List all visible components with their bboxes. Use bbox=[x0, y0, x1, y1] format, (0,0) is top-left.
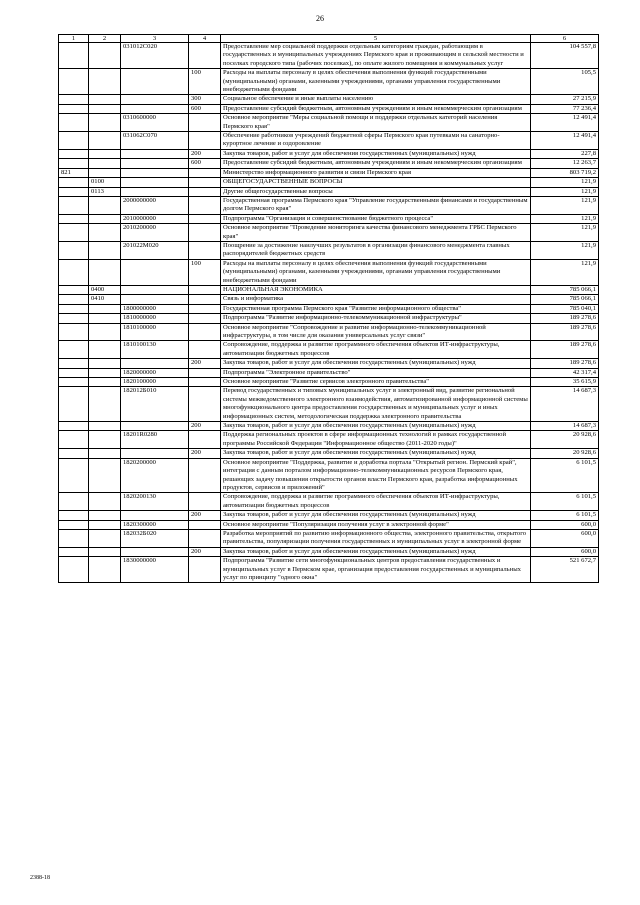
cell-amount: 27 215,9 bbox=[531, 95, 599, 104]
cell-expense-type bbox=[189, 493, 221, 511]
cell-target-article: 031062С070 bbox=[121, 132, 189, 150]
cell-expense-type: 600 bbox=[189, 159, 221, 168]
header-cell: 4 bbox=[189, 35, 221, 43]
cell-description: Сопровождение, поддержка и развитие программного обеспечения объектов ИТ-инфраструктуры, автоматизации бюджетных процессов bbox=[221, 341, 531, 359]
budget-table bbox=[58, 34, 599, 583]
cell-target-article: 2010000000 bbox=[121, 214, 189, 223]
cell-expense-type bbox=[189, 304, 221, 313]
cell-admin-code bbox=[59, 378, 89, 387]
cell-target-article: 1820000000 bbox=[121, 368, 189, 377]
cell-amount: 121,9 bbox=[531, 241, 599, 259]
cell-admin-code bbox=[59, 259, 89, 285]
cell-admin-code bbox=[59, 104, 89, 113]
table-row bbox=[59, 547, 599, 556]
cell-description: Предоставление субсидий бюджетным, автономным учреждениям и иным некоммерческим организациям bbox=[221, 104, 531, 113]
table-row bbox=[59, 187, 599, 196]
cell-amount: 121,9 bbox=[531, 259, 599, 285]
cell-section-code: 0400 bbox=[89, 285, 121, 294]
cell-admin-code bbox=[59, 529, 89, 547]
cell-target-article bbox=[121, 178, 189, 187]
cell-description: Основное мероприятие "Проведение мониторинга качества финансового менеджмента ГРБС Пермского края" bbox=[221, 224, 531, 242]
cell-description: Поощрение за достижение наилучших результатов в организации финансового менеджмента главных распорядителей бюджетных средств bbox=[221, 241, 531, 259]
cell-section-code bbox=[89, 159, 121, 168]
cell-target-article bbox=[121, 359, 189, 368]
cell-amount: 189 278,6 bbox=[531, 341, 599, 359]
cell-description: Расходы на выплаты персоналу в целях обеспечения выполнения функций государственными (муниципальными) органами, казенными учреждениями, органами управления государственными внебюджетными фондами bbox=[221, 259, 531, 285]
cell-expense-type bbox=[189, 387, 221, 422]
header-cell: 3 bbox=[121, 35, 189, 43]
cell-amount: 14 687,3 bbox=[531, 387, 599, 422]
cell-admin-code bbox=[59, 214, 89, 223]
cell-expense-type bbox=[189, 323, 221, 341]
cell-description: Подпрограмма "Развитие информационно-телекоммуникационной инфраструктуры" bbox=[221, 314, 531, 323]
cell-description: Закупка товаров, работ и услуг для обеспечения государственных (муниципальных) нужд bbox=[221, 511, 531, 520]
table-row bbox=[59, 511, 599, 520]
cell-amount: 121,9 bbox=[531, 187, 599, 196]
cell-admin-code bbox=[59, 178, 89, 187]
table-row bbox=[59, 431, 599, 449]
cell-section-code bbox=[89, 104, 121, 113]
table-row bbox=[59, 196, 599, 214]
cell-target-article bbox=[121, 449, 189, 458]
cell-amount: 189 278,6 bbox=[531, 359, 599, 368]
cell-section-code bbox=[89, 458, 121, 493]
table-row bbox=[59, 378, 599, 387]
cell-admin-code bbox=[59, 359, 89, 368]
table-row bbox=[59, 43, 599, 69]
cell-expense-type bbox=[189, 368, 221, 377]
cell-expense-type bbox=[189, 431, 221, 449]
cell-section-code bbox=[89, 431, 121, 449]
cell-description: Связь и информатика bbox=[221, 295, 531, 304]
cell-expense-type: 200 bbox=[189, 422, 221, 431]
table-row bbox=[59, 359, 599, 368]
table-row bbox=[59, 341, 599, 359]
cell-description: Государственная программа Пермского края "Развитие информационного общества" bbox=[221, 304, 531, 313]
table-row bbox=[59, 387, 599, 422]
cell-amount: 105,5 bbox=[531, 69, 599, 95]
cell-amount: 600,0 bbox=[531, 520, 599, 529]
cell-admin-code bbox=[59, 187, 89, 196]
cell-description: Основное мероприятие "Сопровождение и развитие информационно-телекоммуникационной инфраструктуры, в том числе для оказания универсальных услуг связи" bbox=[221, 323, 531, 341]
cell-admin-code bbox=[59, 295, 89, 304]
cell-admin-code bbox=[59, 520, 89, 529]
table-row bbox=[59, 285, 599, 294]
table-row bbox=[59, 69, 599, 95]
cell-section-code bbox=[89, 114, 121, 132]
cell-target-article bbox=[121, 547, 189, 556]
cell-admin-code bbox=[59, 196, 89, 214]
cell-amount: 600,0 bbox=[531, 529, 599, 547]
cell-admin-code bbox=[59, 458, 89, 493]
cell-target-article bbox=[121, 187, 189, 196]
cell-description: Поддержка региональных проектов в сфере информационных технологий в рамках государственной программы Российской Федерации "Информационное общество (2011-2020 годы)" bbox=[221, 431, 531, 449]
cell-section-code bbox=[89, 520, 121, 529]
cell-description: Обеспечение работников учреждений бюджетной сферы Пермского края путевками на санаторно-курортное лечение и оздоровление bbox=[221, 132, 531, 150]
cell-target-article: 1810100130 bbox=[121, 341, 189, 359]
cell-admin-code bbox=[59, 159, 89, 168]
table-row bbox=[59, 132, 599, 150]
cell-target-article: 031012С020 bbox=[121, 43, 189, 69]
cell-admin-code bbox=[59, 368, 89, 377]
footer-code: 2388-18 bbox=[30, 875, 50, 881]
header-cell: 1 bbox=[59, 35, 89, 43]
table-row bbox=[59, 259, 599, 285]
cell-expense-type: 200 bbox=[189, 547, 221, 556]
cell-section-code bbox=[89, 359, 121, 368]
cell-expense-type bbox=[189, 341, 221, 359]
cell-expense-type: 200 bbox=[189, 449, 221, 458]
cell-amount: 35 615,9 bbox=[531, 378, 599, 387]
cell-description: НАЦИОНАЛЬНАЯ ЭКОНОМИКА bbox=[221, 285, 531, 294]
cell-admin-code bbox=[59, 43, 89, 69]
table-row bbox=[59, 520, 599, 529]
cell-admin-code bbox=[59, 241, 89, 259]
table-row bbox=[59, 529, 599, 547]
cell-section-code bbox=[89, 168, 121, 177]
cell-target-article: 1810100000 bbox=[121, 323, 189, 341]
cell-expense-type: 200 bbox=[189, 511, 221, 520]
cell-section-code bbox=[89, 529, 121, 547]
cell-section-code bbox=[89, 259, 121, 285]
table-row bbox=[59, 323, 599, 341]
header-cell: 6 bbox=[531, 35, 599, 43]
cell-expense-type bbox=[189, 520, 221, 529]
cell-section-code bbox=[89, 132, 121, 150]
cell-amount: 521 672,7 bbox=[531, 557, 599, 583]
cell-description: Расходы на выплаты персоналу в целях обеспечения выполнения функций государственными (муниципальными) органами, казенными учреждениями, органами управления государственными внебюджетными фондами bbox=[221, 69, 531, 95]
cell-expense-type: 200 bbox=[189, 359, 221, 368]
cell-amount: 189 278,6 bbox=[531, 314, 599, 323]
cell-expense-type bbox=[189, 224, 221, 242]
cell-admin-code: 821 bbox=[59, 168, 89, 177]
cell-description: Основное мероприятие "Популяризация получения услуг в электронной форме" bbox=[221, 520, 531, 529]
cell-amount: 12 263,7 bbox=[531, 159, 599, 168]
cell-description: Социальное обеспечение и иные выплаты населению bbox=[221, 95, 531, 104]
cell-expense-type: 100 bbox=[189, 259, 221, 285]
cell-expense-type: 600 bbox=[189, 104, 221, 113]
cell-target-article bbox=[121, 259, 189, 285]
cell-section-code bbox=[89, 341, 121, 359]
table-row bbox=[59, 241, 599, 259]
cell-section-code bbox=[89, 304, 121, 313]
cell-target-article: 182012Б010 bbox=[121, 387, 189, 422]
cell-description: Другие общегосударственные вопросы bbox=[221, 187, 531, 196]
cell-description: Закупка товаров, работ и услуг для обеспечения государственных (муниципальных) нужд bbox=[221, 359, 531, 368]
cell-admin-code bbox=[59, 449, 89, 458]
table-header-row bbox=[59, 35, 599, 43]
table-row bbox=[59, 178, 599, 187]
cell-admin-code bbox=[59, 341, 89, 359]
cell-section-code bbox=[89, 511, 121, 520]
cell-section-code bbox=[89, 368, 121, 377]
cell-amount: 121,9 bbox=[531, 214, 599, 223]
cell-amount: 12 491,4 bbox=[531, 132, 599, 150]
cell-target-article: 201022М020 bbox=[121, 241, 189, 259]
cell-amount: 227,8 bbox=[531, 149, 599, 158]
cell-target-article bbox=[121, 95, 189, 104]
table-row bbox=[59, 214, 599, 223]
cell-amount: 42 317,4 bbox=[531, 368, 599, 377]
cell-section-code bbox=[89, 43, 121, 69]
table-row bbox=[59, 95, 599, 104]
table-row bbox=[59, 449, 599, 458]
cell-expense-type bbox=[189, 178, 221, 187]
cell-admin-code bbox=[59, 95, 89, 104]
cell-target-article: 1820100000 bbox=[121, 378, 189, 387]
cell-amount: 189 278,6 bbox=[531, 323, 599, 341]
cell-target-article: 182032Б020 bbox=[121, 529, 189, 547]
cell-expense-type bbox=[189, 187, 221, 196]
page-number: 26 bbox=[316, 14, 324, 23]
cell-expense-type: 200 bbox=[189, 149, 221, 158]
table-row bbox=[59, 149, 599, 158]
cell-description: Подпрограмма "Развитие сети многофункциональных центров предоставления государственных и муниципальных услуг в Пермском крае, организация предоставления государственных и муниципальных услуг по принципу "одного окна" bbox=[221, 557, 531, 583]
cell-section-code bbox=[89, 196, 121, 214]
cell-description: Подпрограмма "Электронное правительство" bbox=[221, 368, 531, 377]
table-row bbox=[59, 314, 599, 323]
table-row bbox=[59, 557, 599, 583]
cell-section-code bbox=[89, 387, 121, 422]
cell-description: Основное мероприятие "Меры социальной помощи и поддержки отдельных категорий населения Пермского края" bbox=[221, 114, 531, 132]
cell-target-article bbox=[121, 295, 189, 304]
header-cell: 5 bbox=[221, 35, 531, 43]
cell-amount: 785 066,1 bbox=[531, 285, 599, 294]
cell-expense-type bbox=[189, 132, 221, 150]
cell-expense-type bbox=[189, 557, 221, 583]
cell-admin-code bbox=[59, 557, 89, 583]
table-row bbox=[59, 224, 599, 242]
cell-target-article: 1820200000 bbox=[121, 458, 189, 493]
cell-amount: 77 236,4 bbox=[531, 104, 599, 113]
cell-description: Министерство информационного развития и связи Пермского края bbox=[221, 168, 531, 177]
cell-amount: 14 687,3 bbox=[531, 422, 599, 431]
cell-section-code: 0113 bbox=[89, 187, 121, 196]
cell-expense-type bbox=[189, 458, 221, 493]
cell-target-article bbox=[121, 69, 189, 95]
cell-description: Государственная программа Пермского края "Управление государственными финансами и государственным долгом Пермского края" bbox=[221, 196, 531, 214]
cell-admin-code bbox=[59, 132, 89, 150]
table-row bbox=[59, 304, 599, 313]
cell-admin-code bbox=[59, 285, 89, 294]
cell-section-code bbox=[89, 149, 121, 158]
cell-admin-code bbox=[59, 323, 89, 341]
cell-target-article: 0310600000 bbox=[121, 114, 189, 132]
cell-section-code bbox=[89, 314, 121, 323]
cell-target-article: 2010200000 bbox=[121, 224, 189, 242]
cell-target-article bbox=[121, 511, 189, 520]
cell-description: Предоставление субсидий бюджетным, автономным учреждениям и иным некоммерческим организациям bbox=[221, 159, 531, 168]
table-row bbox=[59, 104, 599, 113]
cell-description: Закупка товаров, работ и услуг для обеспечения государственных (муниципальных) нужд bbox=[221, 422, 531, 431]
cell-description: Перевод государственных и типовых муниципальных услуг в электронный вид, развитие региональной системы межведомственного электронного взаимодействия, автоматизированной информационной системы многофункционального центра предоставления государственных и муниципальных услуг и иных информационных систем, методологическая поддержка электронного правительства bbox=[221, 387, 531, 422]
table-row bbox=[59, 458, 599, 493]
cell-expense-type bbox=[189, 43, 221, 69]
header-cell: 2 bbox=[89, 35, 121, 43]
cell-admin-code bbox=[59, 114, 89, 132]
cell-section-code bbox=[89, 95, 121, 104]
cell-target-article bbox=[121, 104, 189, 113]
cell-expense-type bbox=[189, 168, 221, 177]
cell-amount: 803 719,2 bbox=[531, 168, 599, 177]
table-row bbox=[59, 295, 599, 304]
cell-admin-code bbox=[59, 149, 89, 158]
cell-amount: 121,9 bbox=[531, 196, 599, 214]
table-row bbox=[59, 493, 599, 511]
cell-target-article: 1810000000 bbox=[121, 314, 189, 323]
cell-target-article bbox=[121, 285, 189, 294]
cell-expense-type bbox=[189, 114, 221, 132]
cell-target-article: 1820200130 bbox=[121, 493, 189, 511]
cell-expense-type bbox=[189, 196, 221, 214]
cell-expense-type: 100 bbox=[189, 69, 221, 95]
cell-admin-code bbox=[59, 387, 89, 422]
table-row bbox=[59, 422, 599, 431]
table-row bbox=[59, 368, 599, 377]
cell-section-code: 0410 bbox=[89, 295, 121, 304]
cell-admin-code bbox=[59, 431, 89, 449]
cell-section-code bbox=[89, 224, 121, 242]
cell-section-code bbox=[89, 422, 121, 431]
cell-description: Закупка товаров, работ и услуг для обеспечения государственных (муниципальных) нужд bbox=[221, 449, 531, 458]
cell-amount: 104 557,8 bbox=[531, 43, 599, 69]
cell-expense-type bbox=[189, 285, 221, 294]
cell-target-article: 18201R0280 bbox=[121, 431, 189, 449]
cell-target-article: 1830000000 bbox=[121, 557, 189, 583]
cell-admin-code bbox=[59, 547, 89, 556]
cell-amount: 600,0 bbox=[531, 547, 599, 556]
cell-target-article: 1800000000 bbox=[121, 304, 189, 313]
cell-expense-type: 300 bbox=[189, 95, 221, 104]
cell-section-code bbox=[89, 493, 121, 511]
cell-admin-code bbox=[59, 314, 89, 323]
cell-admin-code bbox=[59, 422, 89, 431]
cell-description: Основное мероприятие "Развитие сервисов электронного правительства" bbox=[221, 378, 531, 387]
cell-amount: 121,9 bbox=[531, 224, 599, 242]
cell-description: Разработка мероприятий по развитию информационного общества, электронного правительства, открытого правительства, популяризации получения государственных и муниципальных услуг в электронной форме bbox=[221, 529, 531, 547]
cell-description: Закупка товаров, работ и услуг для обеспечения государственных (муниципальных) нужд bbox=[221, 547, 531, 556]
cell-amount: 785 040,1 bbox=[531, 304, 599, 313]
cell-amount: 6 101,5 bbox=[531, 458, 599, 493]
cell-expense-type bbox=[189, 314, 221, 323]
cell-amount: 6 101,5 bbox=[531, 493, 599, 511]
cell-expense-type bbox=[189, 214, 221, 223]
table-row bbox=[59, 114, 599, 132]
cell-section-code bbox=[89, 323, 121, 341]
cell-admin-code bbox=[59, 493, 89, 511]
cell-description: Подпрограмма "Организация и совершенствование бюджетного процесса" bbox=[221, 214, 531, 223]
cell-description: ОБЩЕГОСУДАРСТВЕННЫЕ ВОПРОСЫ bbox=[221, 178, 531, 187]
cell-amount: 6 101,5 bbox=[531, 511, 599, 520]
cell-target-article: 2000000000 bbox=[121, 196, 189, 214]
cell-expense-type bbox=[189, 241, 221, 259]
cell-expense-type bbox=[189, 529, 221, 547]
cell-amount: 785 066,1 bbox=[531, 295, 599, 304]
cell-target-article bbox=[121, 159, 189, 168]
table-row bbox=[59, 168, 599, 177]
cell-amount: 20 928,6 bbox=[531, 449, 599, 458]
cell-target-article bbox=[121, 422, 189, 431]
cell-target-article bbox=[121, 168, 189, 177]
cell-description: Основное мероприятие "Поддержка, развитие и доработка портала "Открытый регион. Пермский край", интеграция с данным порталом информационно-телекоммуникационных ресурсов Пермского края, решающих задачу повышения открытости органов власти Пермского края, разработка информационных продуктов, сервисов и приложений" bbox=[221, 458, 531, 493]
cell-section-code bbox=[89, 378, 121, 387]
cell-description: Закупка товаров, работ и услуг для обеспечения государственных (муниципальных) нужд bbox=[221, 149, 531, 158]
cell-expense-type bbox=[189, 378, 221, 387]
cell-section-code bbox=[89, 241, 121, 259]
cell-description: Предоставление мер социальной поддержки отдельным категориям граждан, работающим в государственных и муниципальных учреждениях Пермского края и проживающим в сельской местности и поселках городского типа (рабочих поселках), по оплате жилого помещения и коммунальных услуг bbox=[221, 43, 531, 69]
cell-admin-code bbox=[59, 511, 89, 520]
cell-expense-type bbox=[189, 295, 221, 304]
cell-target-article: 1820300000 bbox=[121, 520, 189, 529]
cell-section-code bbox=[89, 214, 121, 223]
cell-amount: 12 491,4 bbox=[531, 114, 599, 132]
cell-admin-code bbox=[59, 304, 89, 313]
cell-admin-code bbox=[59, 224, 89, 242]
cell-amount: 20 928,6 bbox=[531, 431, 599, 449]
cell-section-code bbox=[89, 557, 121, 583]
table-row bbox=[59, 159, 599, 168]
cell-amount: 121,9 bbox=[531, 178, 599, 187]
cell-target-article bbox=[121, 149, 189, 158]
cell-description: Сопровождение, поддержка и развитие программного обеспечения объектов ИТ-инфраструктуры, автоматизации бюджетных процессов bbox=[221, 493, 531, 511]
cell-admin-code bbox=[59, 69, 89, 95]
cell-section-code bbox=[89, 449, 121, 458]
cell-section-code: 0100 bbox=[89, 178, 121, 187]
cell-section-code bbox=[89, 547, 121, 556]
cell-section-code bbox=[89, 69, 121, 95]
